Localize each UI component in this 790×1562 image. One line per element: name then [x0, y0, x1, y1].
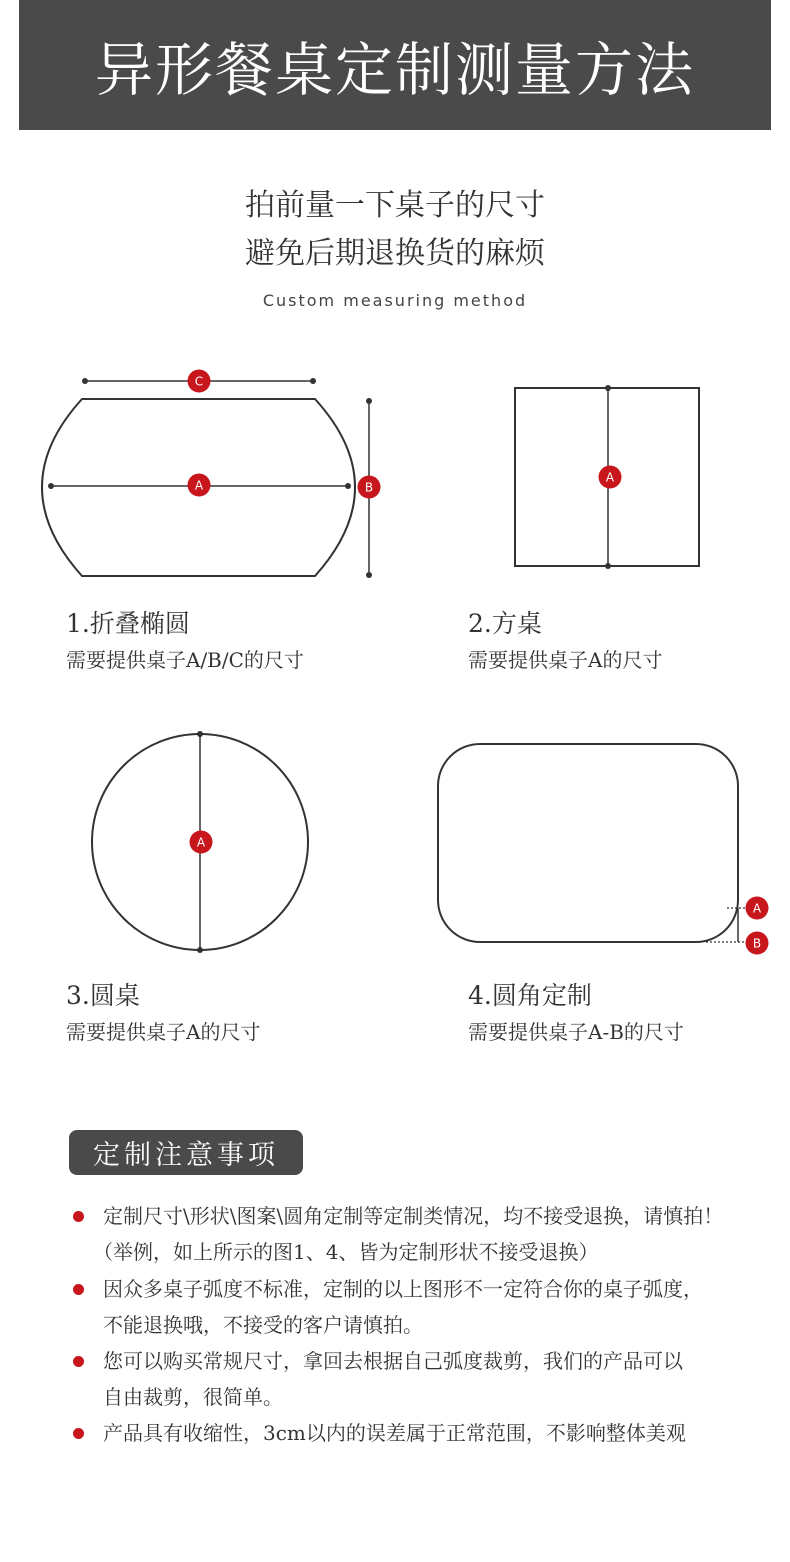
note-line: （举例，如上所示的图1、4、皆为定制形状不接受退换）	[93, 1240, 599, 1264]
figure-folding-ellipse	[0, 360, 400, 590]
svg-text:A: A	[605, 470, 615, 485]
note-item	[93, 1198, 743, 1270]
page-title: 异形餐桌定制测量方法	[94, 36, 695, 104]
label-c-badge	[188, 370, 211, 393]
note-item	[103, 1343, 743, 1415]
note-line: 自由裁剪，很简单。	[103, 1385, 283, 1409]
figure-3-title: 3.圆桌	[66, 981, 140, 1010]
label-a-badge	[599, 466, 622, 489]
figure-round-table	[80, 725, 320, 960]
label-a-badge	[746, 897, 769, 920]
figure-4-title: 4.圆角定制	[468, 981, 592, 1010]
intro-line-2: 避免后期退换货的麻烦	[245, 236, 545, 271]
bullet-icon	[73, 1284, 84, 1295]
bullet-icon	[73, 1356, 84, 1367]
svg-text:A: A	[752, 901, 762, 916]
svg-text:B: B	[752, 936, 762, 951]
note-line: 因众多桌子弧度不标准，定制的以上图形不一定符合你的桌子弧度，	[103, 1277, 703, 1301]
figure-3-desc: 需要提供桌子A的尺寸	[66, 1020, 261, 1044]
svg-text:A: A	[196, 835, 206, 850]
rounded-rect-outline	[438, 744, 738, 942]
figure-2-desc: 需要提供桌子A的尺寸	[468, 648, 663, 672]
label-a-badge	[188, 474, 211, 497]
intro-english: Custom measuring method	[262, 291, 528, 310]
notes-heading: 定制注意事项	[69, 1130, 303, 1175]
figure-1-desc: 需要提供桌子A/B/C的尺寸	[66, 648, 304, 672]
bullet-icon	[73, 1428, 84, 1439]
note-item	[103, 1415, 743, 1451]
label-a-badge	[190, 831, 213, 854]
figure-4-desc: 需要提供桌子A-B的尺寸	[468, 1020, 684, 1044]
note-line: 定制尺寸\形状\图案\圆角定制等定制类情况，均不接受退换，请慎拍！	[103, 1204, 724, 1228]
note-line: 不能退换哦，不接受的客户请慎拍。	[103, 1313, 423, 1337]
title-banner	[19, 0, 771, 130]
note-item	[103, 1271, 743, 1343]
label-b-badge	[358, 476, 381, 499]
intro-line-1: 拍前量一下桌子的尺寸	[245, 188, 545, 223]
svg-text:A: A	[194, 478, 204, 493]
figure-2-title: 2.方桌	[468, 609, 542, 638]
note-line: 您可以购买常规尺寸，拿回去根据自己弧度裁剪，我们的产品可以	[103, 1349, 683, 1373]
svg-text:B: B	[364, 480, 374, 495]
label-b-badge	[746, 932, 769, 955]
figure-rounded-corner	[430, 735, 780, 960]
figure-1-title: 1.折叠椭圆	[66, 609, 190, 638]
note-line: 产品具有收缩性，3cm以内的误差属于正常范围，不影响整体美观	[103, 1421, 686, 1445]
svg-text:C: C	[194, 374, 204, 389]
bullet-icon	[73, 1211, 84, 1222]
figure-square-table	[500, 375, 710, 575]
